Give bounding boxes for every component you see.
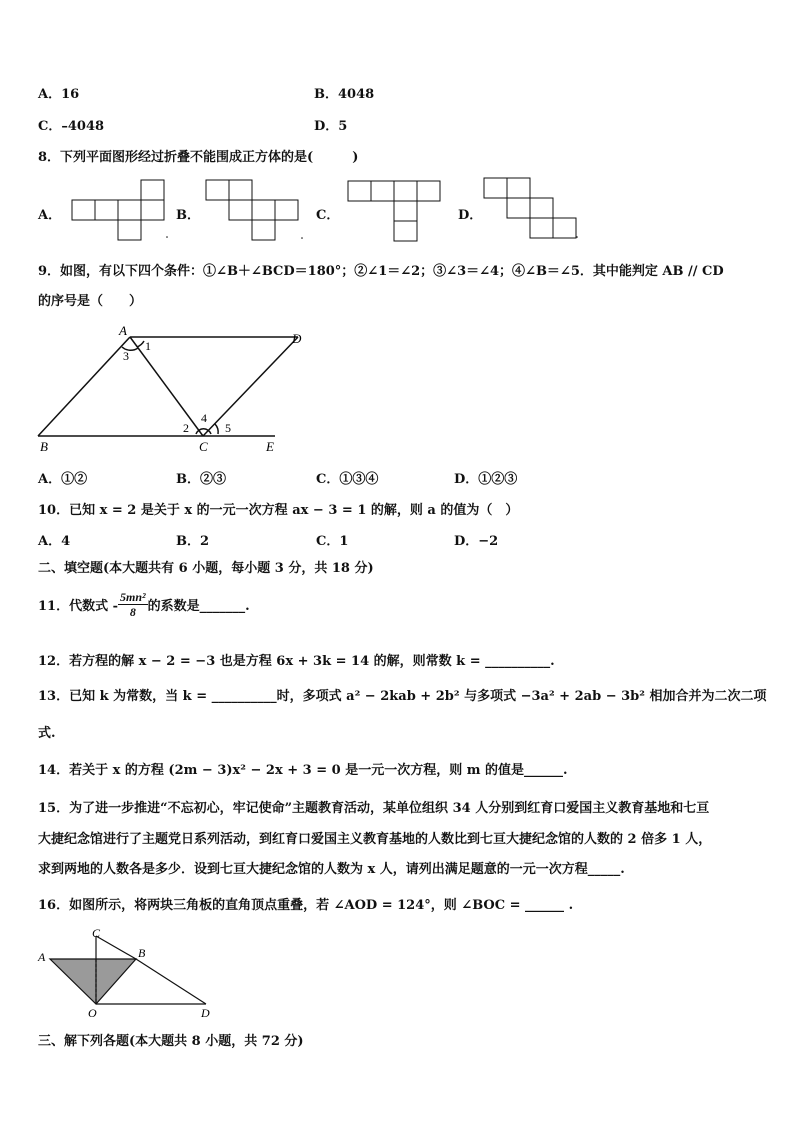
- section-3-heading: 三、解下列各题(本大题共 8 小题，共 72 分): [38, 1034, 304, 1049]
- net-b: [206, 180, 298, 240]
- q8-label-d: D．: [458, 208, 483, 223]
- net-c: [348, 181, 440, 241]
- q10-option-b: B．2: [176, 534, 210, 549]
- q9-label-D: D: [292, 331, 302, 346]
- q11-prefix: 11．代数式 -: [38, 599, 119, 614]
- q7-option-d: D．5: [314, 119, 348, 134]
- q8-label-b: B．: [176, 208, 200, 223]
- q16-label-D: D: [201, 1006, 210, 1020]
- q9-stem-line2: 的序号是（ ）: [38, 294, 143, 309]
- q7-option-b: B．4048: [314, 87, 375, 102]
- q9-label-A: A: [119, 323, 127, 338]
- q15-line2: 大捷纪念馆进行了主题党日系列活动，到红育口爱国主义教育基地的人数比到七亘大捷纪念馆的人数的 2 倍多 1 人，: [38, 832, 712, 847]
- q15-line1: 15．为了进一步推进“不忘初心，牢记使命”主题教育活动，某单位组织 34 人分别到红育口爱国主义教育基地和七亘: [38, 801, 710, 816]
- q9-angle-3: 3: [123, 349, 129, 363]
- q10-option-c: C．1: [316, 534, 349, 549]
- q11-numerator: 5mn²: [120, 590, 146, 604]
- q9-option-d: D．①②③: [454, 472, 518, 487]
- q9-angle-2: 2: [183, 421, 189, 435]
- q8-stem: 8．下列平面图形经过折叠不能围成正方体的是( ): [38, 150, 359, 165]
- q11-denominator: 8: [129, 605, 136, 619]
- q10-stem: 10．已知 x = 2 是关于 x 的一元一次方程 ax − 3 = 1 的解，则 a 的值为（ ）: [38, 503, 519, 518]
- q8-label-a: A．: [38, 208, 62, 223]
- q9-option-b: B．②③: [176, 472, 226, 487]
- q16-label-C: C: [92, 926, 101, 940]
- q10-option-d: D．−2: [454, 534, 499, 549]
- q9-label-B: B: [40, 439, 48, 454]
- net-d: [484, 178, 576, 238]
- q11-suffix: 的系数是_______.: [147, 599, 250, 614]
- q11-fraction: [118, 590, 148, 619]
- q12-stem: 12．若方程的解 x − 2 = −3 也是方程 6x + 3k = 14 的解，则常数 k = __________.: [38, 654, 555, 669]
- q13-line1: 13．已知 k 为常数，当 k = __________时，多项式 a² − 2kab + 2b² 与多项式 −3a² + 2ab − 3b² 相加合并为二次二项: [38, 689, 767, 704]
- q9-figure: [0, 310, 320, 460]
- q16-label-A: A: [38, 950, 46, 964]
- q9-angle-4: 4: [201, 411, 207, 425]
- q15-line3: 求到两地的人数各是多少．设到七亘大捷纪念馆的人数为 x 人，请列出满足题意的一元一次方程_____.: [38, 862, 625, 877]
- q10-option-a: A．4: [38, 534, 71, 549]
- q16-figure: [0, 925, 260, 1025]
- q7-option-a: A．16: [38, 87, 80, 102]
- q9-option-a: A．①②: [38, 472, 88, 487]
- q9-angle-5: 5: [225, 421, 231, 435]
- q9-label-C: C: [199, 439, 208, 454]
- net-a: [72, 180, 164, 240]
- q7-option-c: C．–4048: [38, 119, 105, 134]
- q8-nets-figure: [0, 0, 794, 250]
- q9-option-c: C．①③④: [316, 472, 379, 487]
- q13-line2: 式.: [38, 726, 56, 741]
- q9-stem-line1: 9．如图，有以下四个条件：①∠B＋∠BCD＝180°；②∠1＝∠2；③∠3＝∠4；④∠B＝∠5．其中能判定 AB // CD: [38, 264, 724, 279]
- q9-label-E: E: [266, 439, 274, 454]
- q16-stem: 16．如图所示，将两块三角板的直角顶点重叠，若 ∠AOD = 124°，则 ∠BOC = ______ .: [38, 898, 574, 913]
- q9-angle-1: 1: [145, 339, 151, 353]
- q14-stem: 14．若关于 x 的方程 (2m − 3)x² − 2x + 3 = 0 是一元一次方程，则 m 的值是______.: [38, 763, 568, 778]
- section-2-heading: 二、填空题(本大题共有 6 小题，每小题 3 分，共 18 分): [38, 561, 374, 576]
- q11: [38, 590, 250, 619]
- q8-label-c: C．: [316, 208, 340, 223]
- q16-label-O: O: [88, 1006, 97, 1020]
- q16-label-B: B: [138, 946, 146, 960]
